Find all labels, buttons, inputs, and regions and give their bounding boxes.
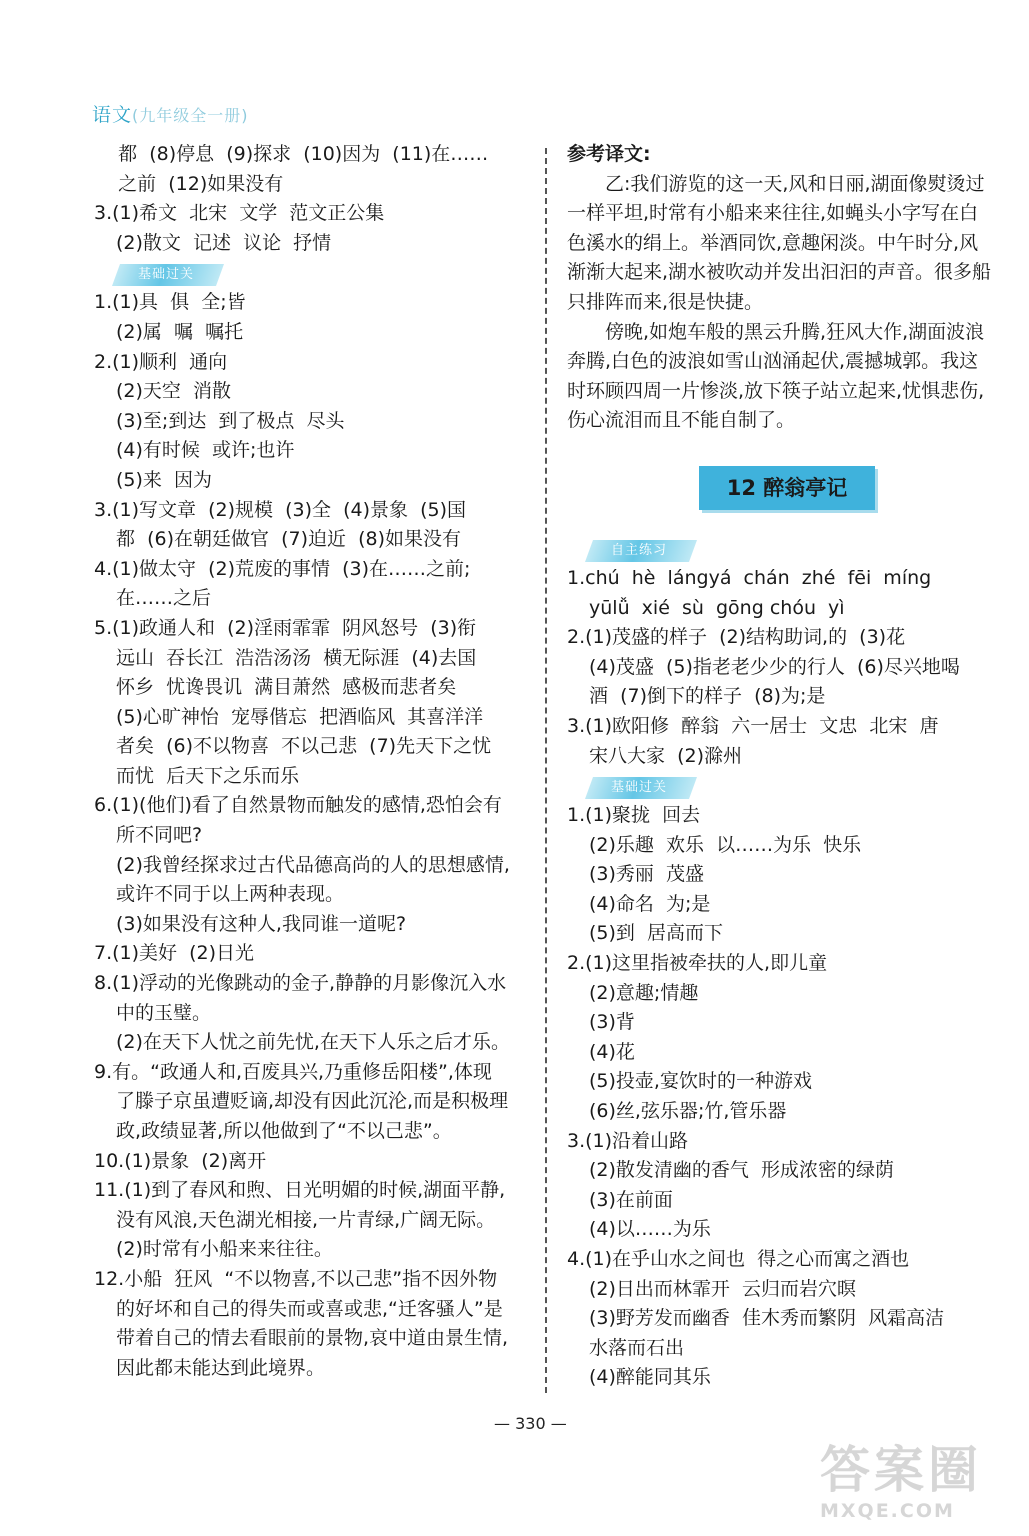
text-line: 奔腾,白色的波浪如雪山汹涌起伏,震撼城郭。我这 [567,350,979,373]
section-tag-label: 基础过关 [611,780,668,796]
section-tag-label: 基础过关 [138,267,195,283]
text-line: 水落而石出 [589,1336,685,1359]
text-line: 3.(1)希文 北宋 文学 范文正公集 [94,202,385,225]
text-line: 3.(1)写文章 (2)规模 (3)全 (4)景象 (5)国 [94,498,467,521]
section-tag [585,777,697,799]
translation-block [567,140,1007,436]
text-line: 乙:我们游览的这一天,风和日丽,湖面像熨烫过 [605,172,985,195]
text-line: (2)散发清幽的香气 形成浓密的绿荫 [589,1159,894,1182]
text-line: (2)日出而林霏开 云归而岩穴暝 [589,1277,856,1300]
text-line: (6)丝,弦乐器;竹,管乐器 [589,1100,787,1123]
text-line: (3)至;到达 到了极点 尽头 [116,409,345,432]
text-line: 都 (8)停息 (9)探求 (10)因为 (11)在…… [94,143,489,165]
text-line: 因此都未能达到此境界。 [116,1356,326,1379]
section-tag [585,540,697,562]
text-line: (3)在前面 [589,1188,673,1211]
text-line: 色溪水的绢上。举酒同饮,意趣闲淡。中午时分,风 [567,231,979,254]
text-line: 8.(1)浮动的光像跳动的金子,静静的月影像沉入水 [94,972,507,995]
text-line: 之前 (12)如果没有 [94,172,284,195]
page-header [92,100,249,127]
text-line: 4.(1)做太守 (2)荒废的事情 (3)在……之前; [94,557,471,580]
text-line: (2)在天下人忧之前先忧,在天下人乐之后才乐。 [116,1031,510,1054]
left-column [94,140,534,1383]
header-grade: (九年级全一册) [132,106,249,125]
text-line: 时环顾四周一片惨淡,放下筷子站立起来,忧惧悲伤, [567,379,985,402]
text-line: 而忧 后天下之乐而乐 [116,764,300,787]
text-line: (5)来 因为 [116,468,212,491]
text-line: 中的玉璧。 [116,1001,212,1024]
right-column [567,140,1007,1393]
text-line: 伤心流泪而且不能自制了。 [567,409,796,432]
text-line: 10.(1)景象 (2)离开 [94,1149,267,1172]
text-line: 都 (6)在朝廷做官 (7)迫近 (8)如果没有 [116,528,461,551]
text-line: yūlǚ xié sù gōng chóu yì [589,596,845,619]
watermark-sub: MXQE.COM [820,1500,955,1522]
text-line: 或许不同于以上两种表现。 [116,883,345,906]
text-line: 带着自己的情去看眼前的景物,哀中道由景生情, [116,1327,509,1350]
header-subject: 语文 [92,104,133,126]
text-line: (5)到 居高而下 [589,922,723,945]
text-line: 所不同吧? [116,824,203,847]
text-line: (2)属 嘱 嘱托 [116,320,244,343]
text-line: (4)花 [589,1040,635,1063]
text-line: (4)有时候 或许;也许 [116,439,295,462]
text-line: (4)命名 为;是 [589,892,711,915]
text-line: (3)秀丽 茂盛 [589,863,704,886]
text-line: (3)如果没有这种人,我同谁一道呢? [116,912,407,935]
text-line: 12.小船 狂风 “不以物喜,不以己悲”指不因外物 [94,1267,498,1290]
text-line: (3)背 [589,1011,635,1034]
text-line: (2)意趣;情趣 [589,981,699,1004]
text-line: 3.(1)沿着山路 [567,1129,689,1152]
text-line: 了滕子京虽遭贬谪,却没有因此沉沦,而是积极理 [116,1090,509,1113]
section-tag [112,264,224,286]
text-line: (2)时常有小船来来往往。 [116,1238,333,1261]
text-line: 2.(1)茂盛的样子 (2)结构助词,的 (3)花 [567,626,906,649]
text-line: 3.(1)欧阳修 醉翁 六一居士 文忠 北宋 唐 [567,714,939,737]
section-answers [567,534,1007,1393]
text-line: 在……之后 [116,587,212,610]
text-line: 渐渐大起来,湖水被吹动并发出汩汩的声音。很多船 [567,261,992,284]
text-line: 2.(1)顺利 通向 [94,350,228,373]
text-line: 6.(1)(他们)看了自然景物而触发的感情,恐怕会有 [94,794,502,817]
column-divider [545,148,547,1393]
text-line: (3)野芳发而幽香 佳木秀而繁阴 风霜高洁 [589,1307,945,1330]
text-line: 的好坏和自己的得失而或喜或悲,“迁客骚人”是 [116,1297,503,1320]
text-line: 4.(1)在乎山水之间也 得之心而寓之酒也 [567,1248,910,1270]
text-line: (4)以……为乐 [589,1218,711,1241]
text-line: 一样平坦,时常有小船来来往往,如蝇头小字写在白 [567,202,979,225]
text-line: (5)投壶,宴饮时的一种游戏 [589,1070,812,1093]
text-line: 只排阵而来,很是快捷。 [567,290,764,313]
text-line: (4)醉能同其乐 [589,1366,711,1389]
text-line: 参考译文: [567,143,651,165]
page-number: — 330 — [494,1414,567,1433]
text-line: 怀乡 忧谗畏讥 满目萧然 感极而悲者矣 [116,676,457,699]
text-line: 宋八大家 (2)滁州 [589,744,742,767]
section-title: 12 醉翁亭记 [699,466,875,510]
text-line: 者矣 (6)不以物喜 不以己悲 (7)先天下之忧 [116,735,492,758]
text-line: 酒 (7)倒下的样子 (8)为;是 [589,685,826,708]
text-line: 傍晚,如炮车般的黑云升腾,狂风大作,湖面波浪 [605,320,985,343]
text-line: (2)散文 记述 议论 抒情 [116,231,332,254]
watermark-main: 答案圈 [820,1441,982,1499]
text-line: (4)茂盛 (5)指老老少少的行人 (6)尽兴地喝 [589,655,960,678]
text-line: 9.有。“政通人和,百废具兴,乃重修岳阳楼”,体现 [94,1060,492,1083]
text-line: (5)心旷神怡 宠辱偕忘 把酒临风 其喜洋洋 [116,705,484,728]
text-line: 1.(1)聚拢 回去 [567,804,701,827]
text-line: (2)乐趣 欢乐 以……为乐 快乐 [589,833,862,856]
text-line: (2)我曾经探求过古代品德高尚的人的思想感情, [116,853,510,876]
text-line: 政,政绩显著,所以他做到了“不以己悲”。 [116,1120,452,1142]
text-line: 远山 吞长江 浩浩汤汤 横无际涯 (4)去国 [116,646,477,669]
watermark [820,1440,1020,1530]
text-line: (2)天空 消散 [116,380,231,403]
text-line: 11.(1)到了春风和煦、日光明媚的时候,湖面平静, [94,1179,506,1202]
text-line: 没有风浪,天色湖光相接,一片青绿,广阔无际。 [116,1208,496,1231]
text-line: 1.(1)具 俱 全;皆 [94,291,246,314]
text-line: 5.(1)政通人和 (2)淫雨霏霏 阴风怒号 (3)衔 [94,616,477,639]
text-line: 2.(1)这里指被牵扶的人,即儿童 [567,952,828,975]
text-line: 7.(1)美好 (2)日光 [94,942,255,965]
section-tag-label: 自主练习 [611,542,668,558]
text-line: 1.chú hè lángyá chán zhé fēi míng [567,566,932,589]
